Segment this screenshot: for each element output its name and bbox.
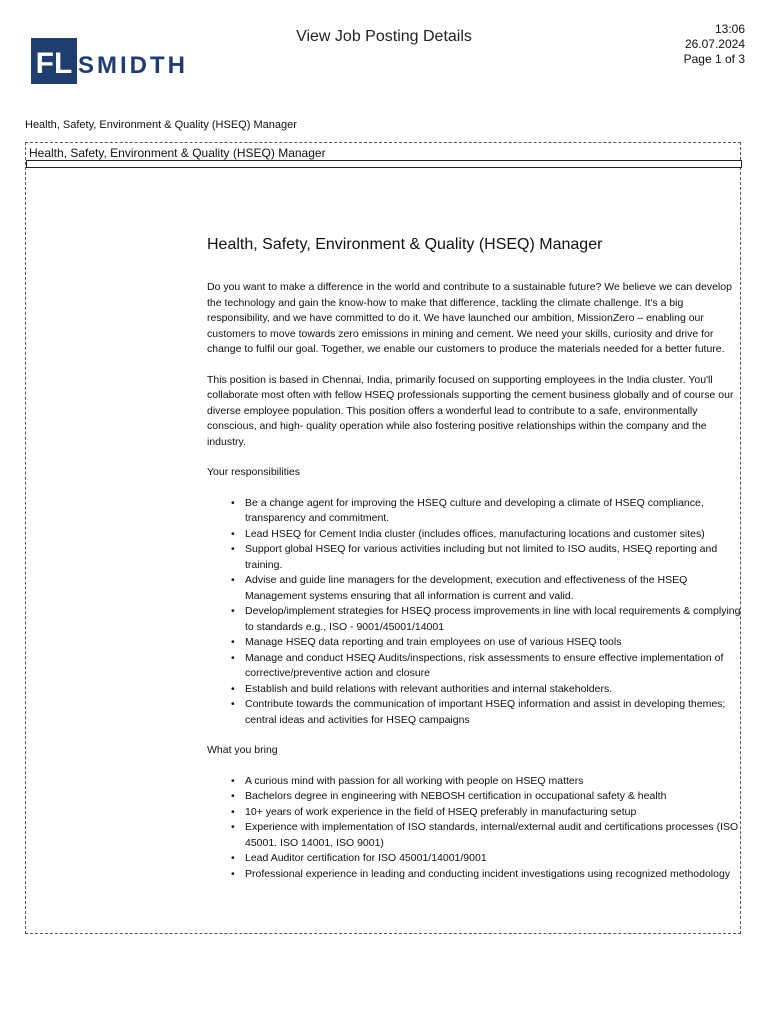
svg-text:FL: FL (35, 47, 73, 80)
print-date: 26.07.2024 (684, 37, 745, 51)
job-title-label: Health, Safety, Environment & Quality (HSEQ) Manager (25, 119, 297, 131)
responsibilities-list (207, 496, 741, 729)
list-item: • Be a change agent for improving the HSEQ culture and developing a climate of HSEQ compliance, transparency and commitment. (245, 496, 741, 527)
list-item: • A curious mind with passion for all working with people on HSEQ matters (245, 774, 741, 790)
svg-text:SMIDTH: SMIDTH (78, 52, 188, 79)
job-description (207, 235, 741, 897)
bring-list (207, 774, 741, 883)
list-item: • Support global HSEQ for various activities including but not limited to ISO audits, HSEQ reporting and training. (245, 542, 741, 573)
list-item: • Manage and conduct HSEQ Audits/inspections, risk assessments to ensure effective implementation of corrective/preventive action and closure (245, 651, 741, 682)
list-item: • Lead Auditor certification for ISO 45001/14001/9001 (245, 851, 741, 867)
intro-paragraph: Do you want to make a difference in the world and contribute to a sustainable future? We believe we can develop the technology and gain the know-how to make that difference, tackling the climate challenge. It's a big responsibility, and we have committed to do it. We have launched our ambition, MissionZero – enabling our customers to move towards zero emissions in mining and cement. We need your skills, curiosity and drive for change to fulfil our goal. Together, we enable our customers to produce the materials needed for a better future. (207, 281, 732, 355)
list-item: • Develop/implement strategies for HSEQ process improvements in line with local requirements & complying to standards e.g., ISO - 9001/45001/14001 (245, 604, 741, 635)
location-paragraph: This position is based in Chennai, India, primarily focused on supporting employees in the India cluster. You'll collaborate most often with fellow HSEQ professionals supporting the cement business globally and of course our diverse employee population. This position offers a wonderful lead to contribute to a safe, environmentally conscious, and high- quality operation while also fostering positive relationships within the company and the industry. (207, 373, 734, 448)
job-title-input (26, 160, 742, 168)
list-item: • Bachelors degree in engineering with NEBOSH certification in occupational safety & health (245, 789, 741, 805)
job-title-field: Health, Safety, Environment & Quality (HSEQ) Manager (29, 146, 326, 160)
list-item: • Experience with implementation of ISO standards, internal/external audit and certifications processes (ISO 45001. ISO 14001, ISO 9001) (245, 820, 741, 851)
list-item: • Manage HSEQ data reporting and train employees on use of various HSEQ tools (245, 635, 741, 651)
responsibilities-heading: Your responsibilities (207, 466, 300, 478)
page-number: Page 1 of 3 (683, 52, 745, 66)
list-item: • 10+ years of work experience in the field of HSEQ preferably in manufacturing setup (245, 805, 741, 821)
print-meta (684, 22, 745, 67)
print-time: 13:06 (714, 22, 745, 36)
page-title: View Job Posting Details (296, 28, 472, 45)
list-item: • Contribute towards the communication of important HSEQ information and assist in developing themes; central ideas and activities for HSEQ campaigns (245, 697, 741, 728)
job-heading: Health, Safety, Environment & Quality (HSEQ) Manager (207, 236, 603, 253)
list-item: • Professional experience in leading and conducting incident investigations using recognized methodology (245, 867, 741, 883)
list-item: • Lead HSEQ for Cement India cluster (includes offices, manufacturing locations and customer sites) (245, 527, 741, 543)
list-item: • Advise and guide line managers for the development, execution and effectiveness of the HSEQ Management systems ensuring that all information is current and valid. (245, 573, 741, 604)
list-item: • Establish and build relations with relevant authorities and internal stakeholders. (245, 682, 741, 698)
bring-heading: What you bring (207, 744, 278, 756)
